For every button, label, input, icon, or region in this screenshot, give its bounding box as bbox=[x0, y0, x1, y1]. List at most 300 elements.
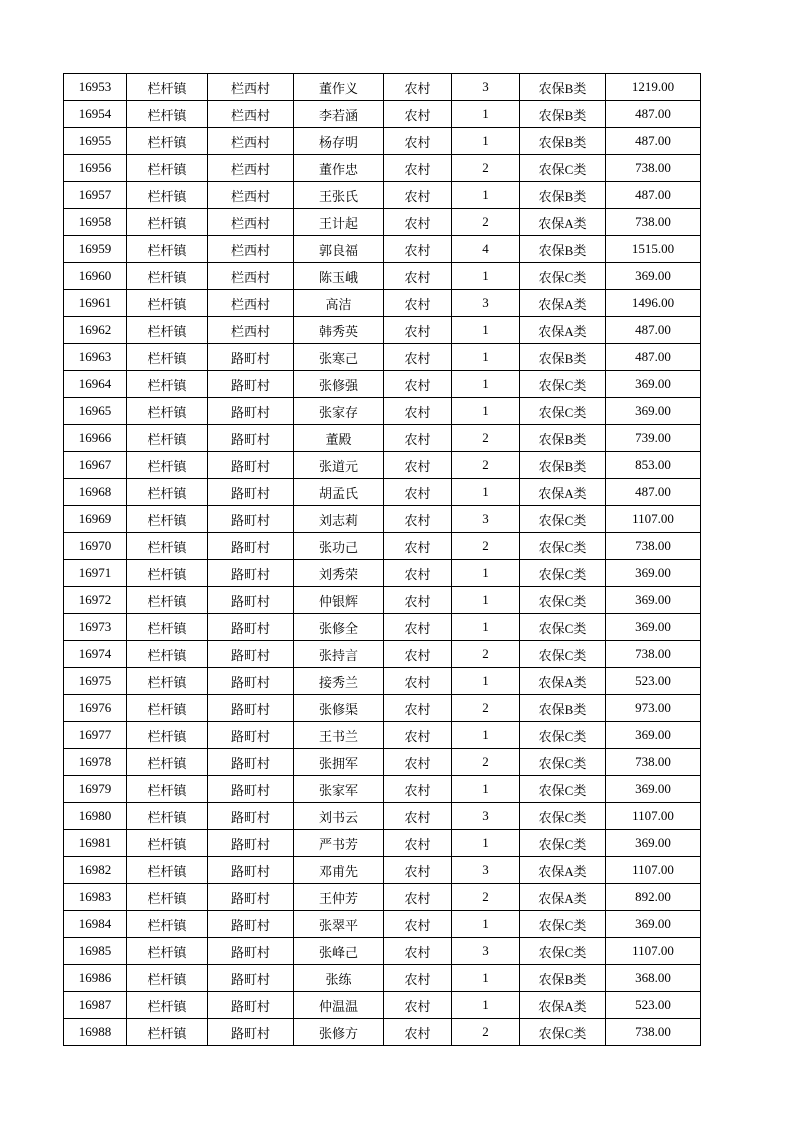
cell-town: 栏杆镇 bbox=[127, 128, 208, 155]
cell-category: 农保C类 bbox=[520, 803, 606, 830]
cell-id: 16983 bbox=[64, 884, 127, 911]
cell-count: 2 bbox=[452, 155, 520, 182]
table-row bbox=[64, 1019, 701, 1046]
cell-amount: 853.00 bbox=[606, 452, 701, 479]
cell-id: 16963 bbox=[64, 344, 127, 371]
cell-town: 栏杆镇 bbox=[127, 317, 208, 344]
cell-name: 刘志莉 bbox=[294, 506, 384, 533]
cell-type: 农村 bbox=[384, 938, 452, 965]
cell-category: 农保B类 bbox=[520, 344, 606, 371]
cell-amount: 973.00 bbox=[606, 695, 701, 722]
cell-name: 王仲芳 bbox=[294, 884, 384, 911]
cell-name: 张家军 bbox=[294, 776, 384, 803]
cell-name: 张功己 bbox=[294, 533, 384, 560]
cell-village: 路町村 bbox=[208, 992, 294, 1019]
cell-count: 3 bbox=[452, 74, 520, 101]
cell-name: 张练 bbox=[294, 965, 384, 992]
cell-type: 农村 bbox=[384, 533, 452, 560]
cell-id: 16976 bbox=[64, 695, 127, 722]
cell-id: 16985 bbox=[64, 938, 127, 965]
cell-village: 路町村 bbox=[208, 614, 294, 641]
cell-name: 董作忠 bbox=[294, 155, 384, 182]
cell-category: 农保C类 bbox=[520, 371, 606, 398]
cell-name: 李若涵 bbox=[294, 101, 384, 128]
cell-count: 3 bbox=[452, 938, 520, 965]
cell-count: 1 bbox=[452, 668, 520, 695]
table-row bbox=[64, 857, 701, 884]
cell-count: 3 bbox=[452, 506, 520, 533]
cell-category: 农保C类 bbox=[520, 533, 606, 560]
table-row bbox=[64, 317, 701, 344]
cell-category: 农保C类 bbox=[520, 776, 606, 803]
cell-village: 路町村 bbox=[208, 803, 294, 830]
cell-category: 农保B类 bbox=[520, 425, 606, 452]
cell-town: 栏杆镇 bbox=[127, 290, 208, 317]
cell-category: 农保B类 bbox=[520, 182, 606, 209]
cell-town: 栏杆镇 bbox=[127, 371, 208, 398]
table-row bbox=[64, 263, 701, 290]
cell-count: 3 bbox=[452, 803, 520, 830]
cell-id: 16986 bbox=[64, 965, 127, 992]
cell-count: 1 bbox=[452, 128, 520, 155]
cell-amount: 1496.00 bbox=[606, 290, 701, 317]
cell-name: 张寒己 bbox=[294, 344, 384, 371]
cell-category: 农保C类 bbox=[520, 614, 606, 641]
cell-count: 1 bbox=[452, 101, 520, 128]
cell-count: 2 bbox=[452, 641, 520, 668]
cell-type: 农村 bbox=[384, 155, 452, 182]
cell-count: 1 bbox=[452, 479, 520, 506]
cell-town: 栏杆镇 bbox=[127, 425, 208, 452]
cell-id: 16968 bbox=[64, 479, 127, 506]
cell-village: 栏西村 bbox=[208, 155, 294, 182]
cell-name: 杨存明 bbox=[294, 128, 384, 155]
cell-name: 张修全 bbox=[294, 614, 384, 641]
cell-type: 农村 bbox=[384, 479, 452, 506]
cell-type: 农村 bbox=[384, 857, 452, 884]
cell-name: 董作义 bbox=[294, 74, 384, 101]
cell-village: 路町村 bbox=[208, 506, 294, 533]
cell-id: 16970 bbox=[64, 533, 127, 560]
cell-village: 栏西村 bbox=[208, 317, 294, 344]
cell-category: 农保A类 bbox=[520, 884, 606, 911]
cell-type: 农村 bbox=[384, 74, 452, 101]
cell-id: 16962 bbox=[64, 317, 127, 344]
table-row bbox=[64, 344, 701, 371]
cell-village: 路町村 bbox=[208, 344, 294, 371]
cell-count: 2 bbox=[452, 884, 520, 911]
table-row bbox=[64, 668, 701, 695]
cell-count: 1 bbox=[452, 965, 520, 992]
cell-type: 农村 bbox=[384, 263, 452, 290]
cell-category: 农保C类 bbox=[520, 641, 606, 668]
cell-category: 农保A类 bbox=[520, 209, 606, 236]
cell-type: 农村 bbox=[384, 209, 452, 236]
cell-town: 栏杆镇 bbox=[127, 74, 208, 101]
cell-town: 栏杆镇 bbox=[127, 155, 208, 182]
cell-id: 16975 bbox=[64, 668, 127, 695]
cell-amount: 487.00 bbox=[606, 479, 701, 506]
cell-count: 1 bbox=[452, 722, 520, 749]
cell-category: 农保C类 bbox=[520, 506, 606, 533]
cell-name: 王书兰 bbox=[294, 722, 384, 749]
cell-amount: 738.00 bbox=[606, 155, 701, 182]
table-row bbox=[64, 965, 701, 992]
cell-category: 农保A类 bbox=[520, 479, 606, 506]
cell-village: 栏西村 bbox=[208, 290, 294, 317]
cell-count: 1 bbox=[452, 263, 520, 290]
cell-name: 陈玉峨 bbox=[294, 263, 384, 290]
cell-amount: 369.00 bbox=[606, 614, 701, 641]
cell-type: 农村 bbox=[384, 236, 452, 263]
cell-village: 路町村 bbox=[208, 722, 294, 749]
cell-type: 农村 bbox=[384, 101, 452, 128]
cell-village: 路町村 bbox=[208, 560, 294, 587]
cell-type: 农村 bbox=[384, 182, 452, 209]
table-row bbox=[64, 371, 701, 398]
cell-id: 16960 bbox=[64, 263, 127, 290]
cell-amount: 892.00 bbox=[606, 884, 701, 911]
table-row bbox=[64, 749, 701, 776]
cell-count: 1 bbox=[452, 992, 520, 1019]
cell-id: 16984 bbox=[64, 911, 127, 938]
cell-amount: 738.00 bbox=[606, 1019, 701, 1046]
cell-town: 栏杆镇 bbox=[127, 398, 208, 425]
cell-village: 路町村 bbox=[208, 533, 294, 560]
cell-village: 路町村 bbox=[208, 452, 294, 479]
cell-amount: 487.00 bbox=[606, 317, 701, 344]
cell-town: 栏杆镇 bbox=[127, 803, 208, 830]
cell-town: 栏杆镇 bbox=[127, 344, 208, 371]
cell-name: 严书芳 bbox=[294, 830, 384, 857]
cell-category: 农保C类 bbox=[520, 938, 606, 965]
cell-count: 2 bbox=[452, 533, 520, 560]
cell-town: 栏杆镇 bbox=[127, 884, 208, 911]
table-row bbox=[64, 533, 701, 560]
cell-village: 路町村 bbox=[208, 965, 294, 992]
cell-count: 4 bbox=[452, 236, 520, 263]
cell-name: 张修方 bbox=[294, 1019, 384, 1046]
table-row bbox=[64, 776, 701, 803]
cell-amount: 487.00 bbox=[606, 128, 701, 155]
cell-id: 16972 bbox=[64, 587, 127, 614]
cell-type: 农村 bbox=[384, 992, 452, 1019]
cell-name: 郭良福 bbox=[294, 236, 384, 263]
cell-village: 路町村 bbox=[208, 749, 294, 776]
cell-category: 农保B类 bbox=[520, 452, 606, 479]
cell-amount: 738.00 bbox=[606, 209, 701, 236]
cell-type: 农村 bbox=[384, 722, 452, 749]
cell-type: 农村 bbox=[384, 560, 452, 587]
cell-town: 栏杆镇 bbox=[127, 452, 208, 479]
cell-type: 农村 bbox=[384, 803, 452, 830]
cell-town: 栏杆镇 bbox=[127, 209, 208, 236]
table-row bbox=[64, 101, 701, 128]
cell-category: 农保C类 bbox=[520, 722, 606, 749]
cell-count: 1 bbox=[452, 560, 520, 587]
cell-town: 栏杆镇 bbox=[127, 695, 208, 722]
cell-amount: 739.00 bbox=[606, 425, 701, 452]
cell-name: 仲银辉 bbox=[294, 587, 384, 614]
cell-amount: 738.00 bbox=[606, 641, 701, 668]
benefits-table bbox=[63, 73, 701, 1046]
table-row bbox=[64, 641, 701, 668]
cell-name: 张翠平 bbox=[294, 911, 384, 938]
cell-type: 农村 bbox=[384, 830, 452, 857]
cell-name: 张拥军 bbox=[294, 749, 384, 776]
cell-count: 2 bbox=[452, 425, 520, 452]
cell-id: 16980 bbox=[64, 803, 127, 830]
table-row bbox=[64, 236, 701, 263]
cell-id: 16969 bbox=[64, 506, 127, 533]
table-row bbox=[64, 830, 701, 857]
cell-village: 栏西村 bbox=[208, 263, 294, 290]
table-row bbox=[64, 992, 701, 1019]
cell-name: 刘书云 bbox=[294, 803, 384, 830]
cell-amount: 369.00 bbox=[606, 911, 701, 938]
cell-name: 邓甫先 bbox=[294, 857, 384, 884]
cell-id: 16981 bbox=[64, 830, 127, 857]
cell-amount: 1107.00 bbox=[606, 803, 701, 830]
cell-town: 栏杆镇 bbox=[127, 965, 208, 992]
cell-id: 16964 bbox=[64, 371, 127, 398]
cell-id: 16978 bbox=[64, 749, 127, 776]
table-row bbox=[64, 506, 701, 533]
cell-town: 栏杆镇 bbox=[127, 992, 208, 1019]
cell-id: 16961 bbox=[64, 290, 127, 317]
cell-category: 农保A类 bbox=[520, 668, 606, 695]
cell-id: 16957 bbox=[64, 182, 127, 209]
cell-village: 路町村 bbox=[208, 1019, 294, 1046]
cell-amount: 738.00 bbox=[606, 749, 701, 776]
cell-type: 农村 bbox=[384, 344, 452, 371]
cell-town: 栏杆镇 bbox=[127, 911, 208, 938]
cell-id: 16959 bbox=[64, 236, 127, 263]
cell-town: 栏杆镇 bbox=[127, 533, 208, 560]
cell-category: 农保B类 bbox=[520, 101, 606, 128]
cell-type: 农村 bbox=[384, 668, 452, 695]
cell-village: 路町村 bbox=[208, 587, 294, 614]
cell-type: 农村 bbox=[384, 398, 452, 425]
cell-name: 张峰己 bbox=[294, 938, 384, 965]
cell-id: 16973 bbox=[64, 614, 127, 641]
cell-town: 栏杆镇 bbox=[127, 776, 208, 803]
cell-village: 栏西村 bbox=[208, 182, 294, 209]
cell-amount: 1515.00 bbox=[606, 236, 701, 263]
cell-category: 农保A类 bbox=[520, 290, 606, 317]
cell-amount: 369.00 bbox=[606, 830, 701, 857]
cell-type: 农村 bbox=[384, 776, 452, 803]
table-row bbox=[64, 128, 701, 155]
cell-town: 栏杆镇 bbox=[127, 587, 208, 614]
cell-amount: 523.00 bbox=[606, 668, 701, 695]
table-row bbox=[64, 614, 701, 641]
cell-town: 栏杆镇 bbox=[127, 236, 208, 263]
cell-count: 2 bbox=[452, 695, 520, 722]
cell-town: 栏杆镇 bbox=[127, 749, 208, 776]
cell-type: 农村 bbox=[384, 749, 452, 776]
table-row bbox=[64, 398, 701, 425]
cell-amount: 487.00 bbox=[606, 101, 701, 128]
cell-type: 农村 bbox=[384, 911, 452, 938]
cell-type: 农村 bbox=[384, 614, 452, 641]
cell-category: 农保B类 bbox=[520, 965, 606, 992]
cell-name: 张修渠 bbox=[294, 695, 384, 722]
cell-village: 栏西村 bbox=[208, 74, 294, 101]
cell-town: 栏杆镇 bbox=[127, 1019, 208, 1046]
table-row bbox=[64, 911, 701, 938]
cell-town: 栏杆镇 bbox=[127, 668, 208, 695]
cell-amount: 369.00 bbox=[606, 587, 701, 614]
cell-name: 王张氏 bbox=[294, 182, 384, 209]
cell-id: 16971 bbox=[64, 560, 127, 587]
cell-id: 16966 bbox=[64, 425, 127, 452]
cell-type: 农村 bbox=[384, 290, 452, 317]
cell-village: 栏西村 bbox=[208, 209, 294, 236]
cell-type: 农村 bbox=[384, 1019, 452, 1046]
cell-village: 路町村 bbox=[208, 425, 294, 452]
cell-count: 1 bbox=[452, 614, 520, 641]
cell-amount: 369.00 bbox=[606, 263, 701, 290]
table-row bbox=[64, 209, 701, 236]
cell-id: 16953 bbox=[64, 74, 127, 101]
cell-category: 农保B类 bbox=[520, 128, 606, 155]
table-body bbox=[64, 74, 701, 1046]
table-row bbox=[64, 425, 701, 452]
cell-town: 栏杆镇 bbox=[127, 506, 208, 533]
cell-town: 栏杆镇 bbox=[127, 182, 208, 209]
cell-amount: 523.00 bbox=[606, 992, 701, 1019]
table-row bbox=[64, 155, 701, 182]
cell-amount: 487.00 bbox=[606, 344, 701, 371]
cell-village: 路町村 bbox=[208, 776, 294, 803]
cell-category: 农保C类 bbox=[520, 749, 606, 776]
cell-count: 2 bbox=[452, 209, 520, 236]
cell-town: 栏杆镇 bbox=[127, 479, 208, 506]
cell-village: 路町村 bbox=[208, 641, 294, 668]
cell-name: 张家存 bbox=[294, 398, 384, 425]
cell-id: 16955 bbox=[64, 128, 127, 155]
cell-village: 路町村 bbox=[208, 857, 294, 884]
table-row bbox=[64, 938, 701, 965]
cell-amount: 1107.00 bbox=[606, 506, 701, 533]
cell-category: 农保A类 bbox=[520, 992, 606, 1019]
cell-count: 3 bbox=[452, 290, 520, 317]
cell-count: 2 bbox=[452, 1019, 520, 1046]
cell-count: 1 bbox=[452, 182, 520, 209]
cell-count: 1 bbox=[452, 911, 520, 938]
table-row bbox=[64, 695, 701, 722]
cell-name: 张持言 bbox=[294, 641, 384, 668]
cell-name: 接秀兰 bbox=[294, 668, 384, 695]
cell-type: 农村 bbox=[384, 587, 452, 614]
cell-category: 农保B类 bbox=[520, 695, 606, 722]
cell-amount: 1107.00 bbox=[606, 857, 701, 884]
cell-category: 农保B类 bbox=[520, 236, 606, 263]
cell-town: 栏杆镇 bbox=[127, 938, 208, 965]
cell-count: 1 bbox=[452, 317, 520, 344]
cell-type: 农村 bbox=[384, 425, 452, 452]
cell-id: 16988 bbox=[64, 1019, 127, 1046]
cell-amount: 369.00 bbox=[606, 776, 701, 803]
cell-village: 路町村 bbox=[208, 398, 294, 425]
cell-category: 农保C类 bbox=[520, 560, 606, 587]
cell-amount: 369.00 bbox=[606, 722, 701, 749]
cell-town: 栏杆镇 bbox=[127, 560, 208, 587]
cell-village: 路町村 bbox=[208, 668, 294, 695]
cell-count: 2 bbox=[452, 749, 520, 776]
cell-name: 韩秀英 bbox=[294, 317, 384, 344]
cell-amount: 1219.00 bbox=[606, 74, 701, 101]
cell-id: 16958 bbox=[64, 209, 127, 236]
cell-type: 农村 bbox=[384, 965, 452, 992]
cell-town: 栏杆镇 bbox=[127, 830, 208, 857]
cell-id: 16954 bbox=[64, 101, 127, 128]
cell-name: 高洁 bbox=[294, 290, 384, 317]
cell-id: 16974 bbox=[64, 641, 127, 668]
cell-amount: 1107.00 bbox=[606, 938, 701, 965]
cell-amount: 369.00 bbox=[606, 560, 701, 587]
cell-village: 栏西村 bbox=[208, 101, 294, 128]
table-row bbox=[64, 479, 701, 506]
cell-id: 16977 bbox=[64, 722, 127, 749]
cell-category: 农保A类 bbox=[520, 857, 606, 884]
cell-village: 路町村 bbox=[208, 938, 294, 965]
cell-category: 农保C类 bbox=[520, 263, 606, 290]
cell-name: 张修强 bbox=[294, 371, 384, 398]
cell-amount: 487.00 bbox=[606, 182, 701, 209]
cell-name: 刘秀荣 bbox=[294, 560, 384, 587]
cell-category: 农保C类 bbox=[520, 1019, 606, 1046]
cell-id: 16956 bbox=[64, 155, 127, 182]
cell-id: 16965 bbox=[64, 398, 127, 425]
cell-category: 农保B类 bbox=[520, 74, 606, 101]
cell-id: 16979 bbox=[64, 776, 127, 803]
cell-id: 16982 bbox=[64, 857, 127, 884]
cell-type: 农村 bbox=[384, 641, 452, 668]
cell-count: 1 bbox=[452, 587, 520, 614]
cell-count: 1 bbox=[452, 398, 520, 425]
cell-town: 栏杆镇 bbox=[127, 263, 208, 290]
cell-category: 农保C类 bbox=[520, 830, 606, 857]
cell-type: 农村 bbox=[384, 317, 452, 344]
table-row bbox=[64, 290, 701, 317]
cell-village: 路町村 bbox=[208, 911, 294, 938]
cell-category: 农保C类 bbox=[520, 155, 606, 182]
cell-amount: 369.00 bbox=[606, 371, 701, 398]
cell-count: 1 bbox=[452, 776, 520, 803]
table-row bbox=[64, 182, 701, 209]
cell-id: 16967 bbox=[64, 452, 127, 479]
cell-town: 栏杆镇 bbox=[127, 101, 208, 128]
cell-amount: 369.00 bbox=[606, 398, 701, 425]
cell-town: 栏杆镇 bbox=[127, 641, 208, 668]
cell-category: 农保C类 bbox=[520, 587, 606, 614]
table-row bbox=[64, 587, 701, 614]
cell-village: 路町村 bbox=[208, 695, 294, 722]
cell-category: 农保C类 bbox=[520, 398, 606, 425]
cell-village: 路町村 bbox=[208, 830, 294, 857]
table-row bbox=[64, 74, 701, 101]
cell-village: 路町村 bbox=[208, 371, 294, 398]
table-row bbox=[64, 452, 701, 479]
cell-type: 农村 bbox=[384, 452, 452, 479]
cell-count: 1 bbox=[452, 830, 520, 857]
cell-name: 王计起 bbox=[294, 209, 384, 236]
cell-amount: 368.00 bbox=[606, 965, 701, 992]
cell-village: 栏西村 bbox=[208, 236, 294, 263]
cell-type: 农村 bbox=[384, 506, 452, 533]
